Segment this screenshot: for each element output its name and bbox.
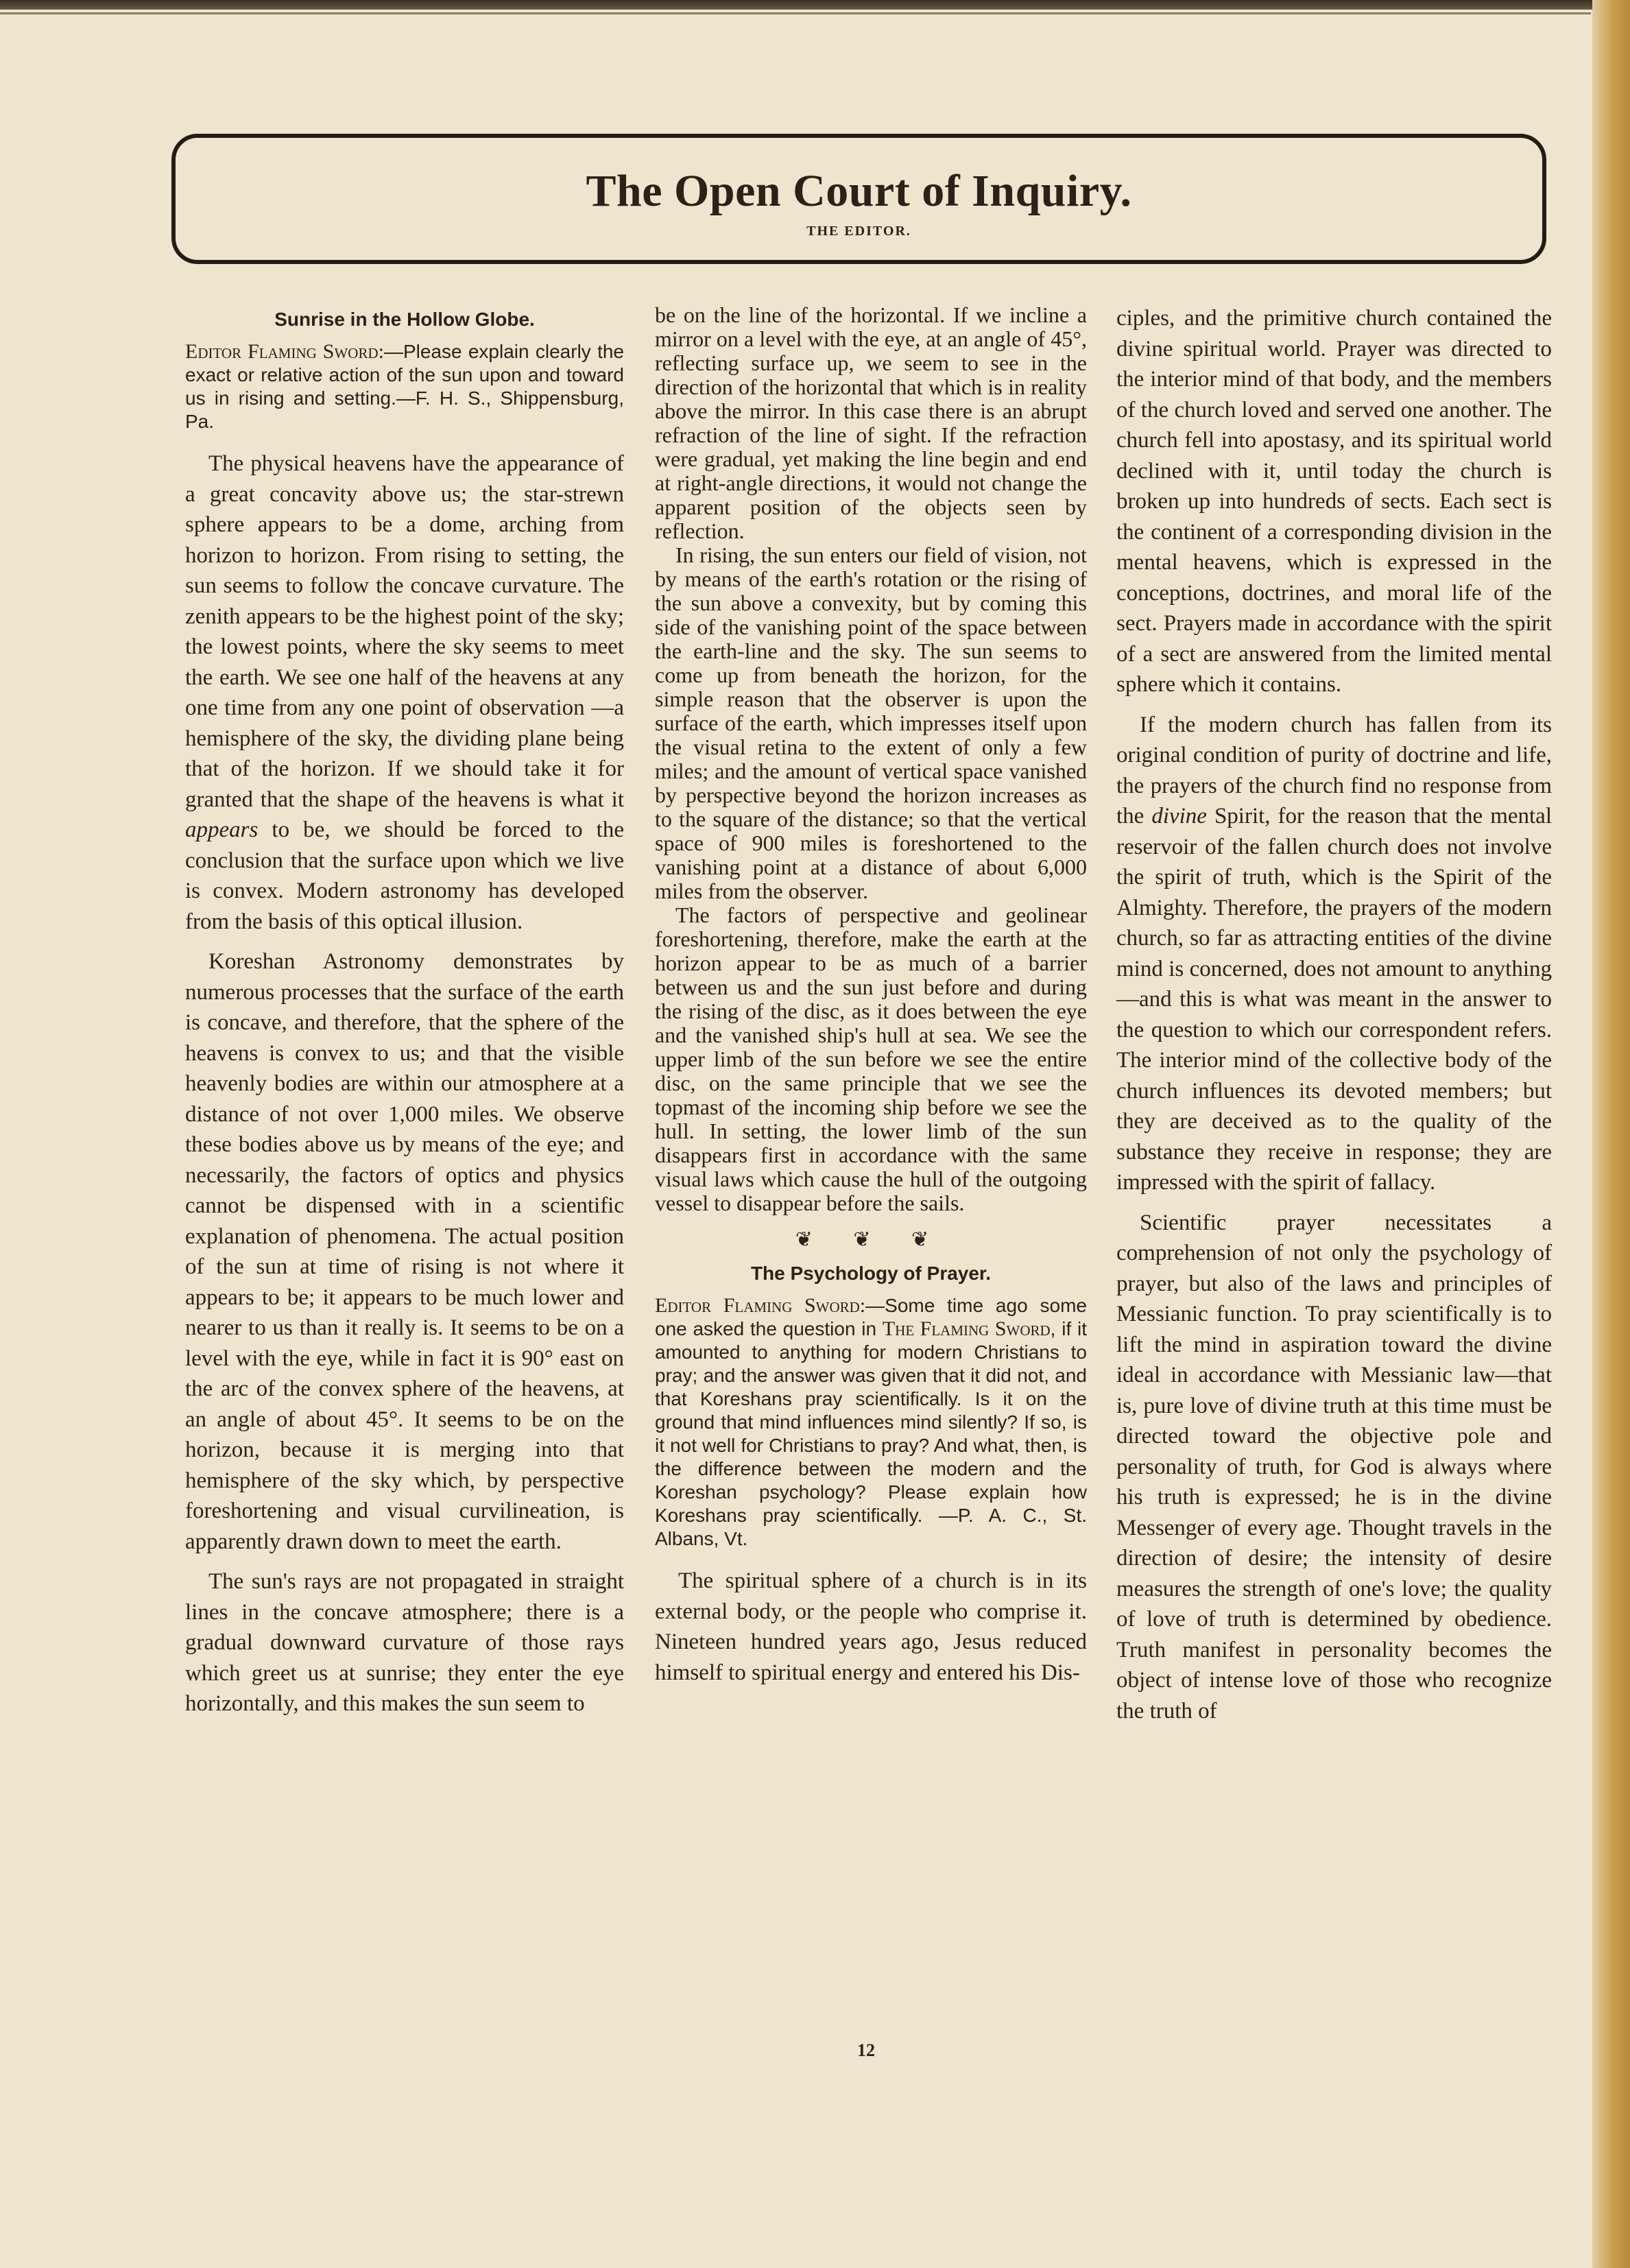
letter-salutation: Editor Flaming Sword: [655, 1294, 866, 1317]
paragraph: The factors of perspective and geolinear foreshortening, therefore, make the earth at the horizon appear to be as much of a barrier between us and the sun just before and during the rising of the disc, as it does between the eye and the vanished ship's hull at sea. We see the upper limb of the sun before we see the entire disc, on the same principle that we see the topmast of the incoming ship before we see the hull. In setting, the lower limb of the sun disappears first in accordance with the same visual laws which cause the hull of the outgoing vessel to disappear before the sails. [655, 903, 1087, 1215]
paragraph: ciples, and the primitive church contained the divine spiritual world. Prayer was directed to the interior mind of that body, and the members of the church loved and served one another. The church fell into apostasy, and its spiritual world declined with it, until today the church is broken up into hundreds of sects. Each sect is the continent of a corresponding division in the mental heavens, which is expressed in the conceptions, doctrines, and moral life of the sect. Prayers made in accordance with the spirit of a sect are answered from the limited mental sphere which it contains. [1116, 306, 1552, 697]
letter-text: , if it amounted to anything for modern Christians to pray; and the answer was given that it did not, and that Koreshans pray scientifically. Is it on the ground that mind influences mind silently? If so, is it not well for Christians to pray? And what, then, is the difference between the modern and the Koreshan psychology? Please explain how Koreshans pray scientifically. —P. A. C., St. Albans, Vt. [655, 1318, 1087, 1549]
paragraph: The spiritual sphere of a church is in its external body, or the people who comprise it. Nineteen hundred years ago, Jesus reduced himself to spiritual energy and entered his Dis- [655, 1568, 1087, 1685]
paragraph: be on the line of the horizontal. If we incline a mirror on a level with the eye, at an angle of 45°, reflecting surface up, we seem to see in the direction of the horizontal that which is in reality above the mirror. In this case there is an abrupt refraction of the line of sight. If the refraction were gradual, yet making the line begin and end at right-angle directions, it would not change the apparent position of the objects seen by reflection. [655, 302, 1087, 543]
page-top-rule [0, 12, 1591, 14]
paragraph [1116, 710, 1552, 1198]
section-editor-byline: THE EDITOR. [806, 224, 911, 239]
letter-text: —Please explain clearly the exact or relative action of the sun upon and toward us in rising and setting.—F. H. S., Shippensburg, Pa. [185, 341, 624, 432]
column-2 [655, 303, 1087, 1688]
letter-salutation: Editor Flaming Sword: [185, 340, 384, 363]
emphasis-text: divine [1151, 804, 1207, 828]
publication-name: The Flaming Sword [882, 1317, 1051, 1340]
paragraph: In rising, the sun enters our field of vision, not by means of the earth's rotation or the rising of the sun above a convexity, but by coming this side of the vanishing point of the space between the earth-line and the sky. The sun seems to come up from beneath the horizon, for the simple reason that the observer is upon the surface of the earth, which impresses itself upon the visual retina to the extent of only a few miles; and the amount of vertical space vanished by perspective beyond the horizon increases as to the square of the distance; so that the vertical space of 900 miles is foreshortened to the vanishing point at a distance of about 6,000 miles from the observer. [655, 542, 1087, 903]
binding-edge [1592, 0, 1630, 2268]
letter-text: —Some time ago some one asked the question in [655, 1295, 1087, 1339]
article-title-prayer: The Psychology of Prayer. [750, 1263, 992, 1284]
paragraph-text: If the modern church has fallen from its original condition of purity of doctrine and life, the prayers of the church find no response from the [1116, 712, 1552, 828]
reader-letter-prayer [655, 1294, 1087, 1551]
column-3 [1116, 303, 1552, 1726]
page-number: 12 [857, 2040, 875, 2060]
page-top-edge [0, 0, 1598, 10]
emphasis-text: appears [185, 817, 259, 842]
paragraph-text: to be, we should be forced to the conclusion that the surface upon which we live is convex. Modern astronomy has developed from the basis of this optical illusion. [185, 817, 624, 934]
paragraph: Koreshan Astronomy demonstrates by numerous processes that the surface of the earth is concave, and therefore, that the sphere of the heavens is convex to us; and that the visible heavenly bodies are within our atmosphere at a distance of not over 1,000 miles. We observe these bodies above us by means of the eye; and necessarily, the factors of optics and physics cannot be dispensed with in a scientific explanation of phenomena. The actual position of the sun at time of rising is not where it appears to be; it appears to be much lower and nearer to us than it really is. It seems to be on a level with the eye, while in fact it is 90° east on the arc of the convex sphere of the heavens, at an angle of about 45°. It seems to be on the horizon, because it is merging into that hemisphere of the sky which, by perspective foreshortening and visual curvilineation, is apparently drawn down to meet the earth. [185, 949, 624, 1554]
paragraph-text: The physical heavens have the appearance of a great concavity above us; the star-strewn sphere appears to be a dome, arching from horizon to horizon. From rising to setting, the sun seems to follow the concave curvature. The zenith appears to be the highest point of the sky; the lowest points, where the sky seems to meet the earth. We see one half of the heavens at any one time from any one point of observation —a hemisphere of the sky, the dividing plane being that of the horizon. If we should take it for granted that the shape of the heavens is what it [185, 451, 624, 812]
paragraph [185, 449, 624, 937]
column-1 [185, 303, 624, 1719]
paragraph: The sun's rays are not propagated in straight lines in the concave atmosphere; there is a gradual downward curvature of those rays which greet us at sunrise; they enter the eye horizontally, and this makes the sun seem to [185, 1569, 624, 1716]
section-heading-box [171, 134, 1546, 264]
paragraph: Scientific prayer necessitates a comprehension of not only the psychology of prayer, but also of the laws and principles of Messianic function. To pray scientifically is to lift the mind in aspiration toward the divine ideal in accordance with Messianic law—that is, pure love of divine truth at this time must be directed toward the objective pole and personality of truth, for God is always where his truth is expressed; he is in the divine Messenger of every age. Thought travels in the direction of desire; the intensity of desire measures the strength of one's love; the quality of love of truth is determined by obedience. Truth manifest in personality becomes the object of intense love of those who recognize the truth of [1116, 1210, 1552, 1723]
section-title: The Open Court of Inquiry. [586, 166, 1132, 216]
section-ornament: ❦ ❦ ❦ [795, 1228, 947, 1251]
article-title-sunrise: Sunrise in the Hollow Globe. [274, 309, 535, 330]
reader-letter-sunrise [185, 340, 624, 433]
paragraph-text: Spirit, for the reason that the mental reservoir of the fallen church does not involve the spirit of truth, which is the Spirit of the Almighty. Therefore, the prayers of the modern church, so far as attracting entities of the divine mind is concerned, does not amount to anything—and this is what was meant in the answer to the question to which our correspondent refers. The interior mind of the collective body of the church influences its devoted members; but they are deceived as to the quality of the substance they receive in response; they are impressed with the spirit of fallacy. [1116, 804, 1552, 1195]
